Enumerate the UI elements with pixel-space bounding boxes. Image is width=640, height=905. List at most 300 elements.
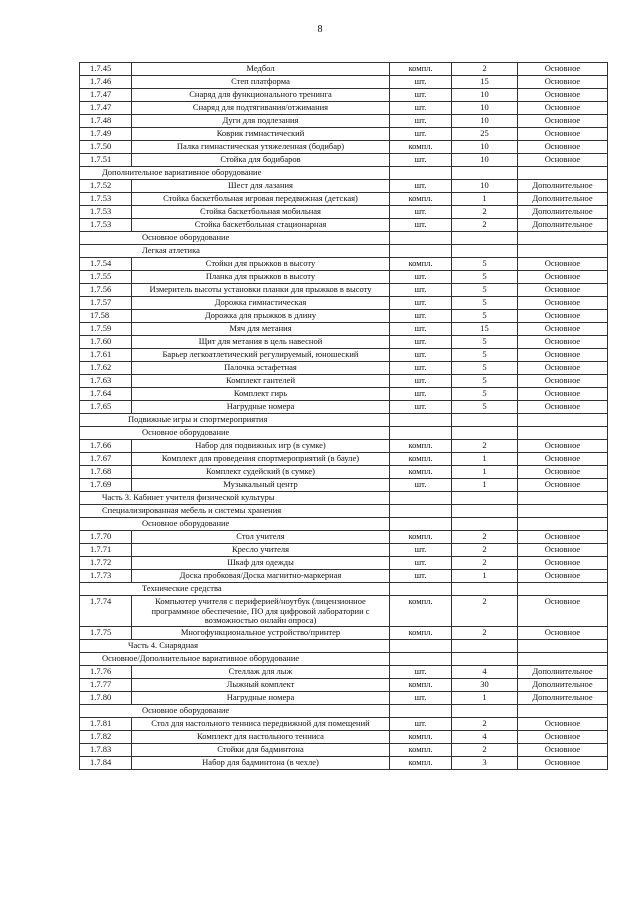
item-number: 1.7.53 — [80, 193, 132, 206]
item-type: Основное — [518, 323, 608, 336]
item-quantity: 15 — [452, 76, 518, 89]
empty-cell — [518, 652, 608, 665]
table-row — [80, 596, 608, 627]
item-number: 1.7.74 — [80, 596, 132, 627]
table-row — [80, 349, 608, 362]
table-row — [80, 730, 608, 743]
item-quantity: 1 — [452, 691, 518, 704]
item-name: Музыкальный центр — [132, 479, 390, 492]
empty-cell — [518, 583, 608, 596]
item-unit: компл. — [390, 531, 452, 544]
item-type: Основное — [518, 557, 608, 570]
item-quantity: 10 — [452, 89, 518, 102]
table-row — [80, 63, 608, 76]
item-type: Основное — [518, 154, 608, 167]
item-quantity: 5 — [452, 284, 518, 297]
item-type: Основное — [518, 76, 608, 89]
section-row — [80, 518, 608, 531]
section-heading: Легкая атлетика — [80, 245, 390, 258]
item-type: Основное — [518, 336, 608, 349]
item-type: Дополнительное — [518, 193, 608, 206]
item-type: Дополнительное — [518, 206, 608, 219]
item-number: 1.7.77 — [80, 678, 132, 691]
table-row — [80, 362, 608, 375]
empty-cell — [390, 414, 452, 427]
table-row — [80, 626, 608, 639]
item-unit: шт. — [390, 323, 452, 336]
item-unit: компл. — [390, 730, 452, 743]
item-unit: шт. — [390, 717, 452, 730]
section-heading: Часть 3. Кабинет учителя физической культуры — [80, 492, 390, 505]
item-unit: шт. — [390, 310, 452, 323]
empty-cell — [518, 245, 608, 258]
item-type: Основное — [518, 756, 608, 769]
item-unit: шт. — [390, 180, 452, 193]
section-heading: Специализированная мебель и системы хранения — [80, 505, 390, 518]
empty-cell — [390, 518, 452, 531]
item-quantity: 2 — [452, 219, 518, 232]
item-type: Основное — [518, 362, 608, 375]
item-quantity: 10 — [452, 154, 518, 167]
section-row — [80, 245, 608, 258]
item-type: Дополнительное — [518, 665, 608, 678]
item-number: 1.7.49 — [80, 128, 132, 141]
item-type: Основное — [518, 596, 608, 627]
item-quantity: 1 — [452, 453, 518, 466]
item-name: Стеллаж для лыж — [132, 665, 390, 678]
item-type: Основное — [518, 453, 608, 466]
empty-cell — [390, 652, 452, 665]
item-number: 1.7.70 — [80, 531, 132, 544]
table-row — [80, 531, 608, 544]
table-row — [80, 557, 608, 570]
item-unit: шт. — [390, 89, 452, 102]
item-quantity: 1 — [452, 479, 518, 492]
item-name: Доска пробковая/Доска магнитно-маркерная — [132, 570, 390, 583]
section-heading: Основное оборудование — [80, 704, 390, 717]
empty-cell — [452, 232, 518, 245]
table-row — [80, 691, 608, 704]
item-type: Основное — [518, 375, 608, 388]
item-name: Медбол — [132, 63, 390, 76]
item-unit: шт. — [390, 479, 452, 492]
item-quantity: 5 — [452, 349, 518, 362]
table-row — [80, 743, 608, 756]
item-unit: шт. — [390, 115, 452, 128]
item-quantity: 2 — [452, 544, 518, 557]
empty-cell — [452, 518, 518, 531]
item-quantity: 2 — [452, 206, 518, 219]
item-unit: шт. — [390, 665, 452, 678]
item-number: 17.58 — [80, 310, 132, 323]
item-unit: компл. — [390, 258, 452, 271]
item-type: Основное — [518, 626, 608, 639]
item-type: Основное — [518, 717, 608, 730]
item-number: 1.7.47 — [80, 89, 132, 102]
item-name: Лыжный комплект — [132, 678, 390, 691]
item-quantity: 4 — [452, 665, 518, 678]
item-type: Основное — [518, 349, 608, 362]
equipment-table-body — [80, 63, 608, 770]
item-number: 1.7.81 — [80, 717, 132, 730]
table-row — [80, 388, 608, 401]
item-unit: компл. — [390, 743, 452, 756]
item-quantity: 10 — [452, 115, 518, 128]
table-row — [80, 544, 608, 557]
item-quantity: 10 — [452, 141, 518, 154]
empty-cell — [390, 427, 452, 440]
item-quantity: 2 — [452, 63, 518, 76]
item-type: Основное — [518, 297, 608, 310]
section-heading: Основное оборудование — [80, 518, 390, 531]
item-number: 1.7.76 — [80, 665, 132, 678]
item-unit: компл. — [390, 440, 452, 453]
item-type: Дополнительное — [518, 219, 608, 232]
item-number: 1.7.84 — [80, 756, 132, 769]
item-unit: шт. — [390, 691, 452, 704]
item-number: 1.7.80 — [80, 691, 132, 704]
item-quantity: 5 — [452, 271, 518, 284]
item-type: Основное — [518, 440, 608, 453]
section-row — [80, 704, 608, 717]
table-row — [80, 258, 608, 271]
empty-cell — [390, 245, 452, 258]
item-unit: шт. — [390, 349, 452, 362]
item-name: Кресло учителя — [132, 544, 390, 557]
item-number: 1.7.48 — [80, 115, 132, 128]
section-row — [80, 414, 608, 427]
table-row — [80, 297, 608, 310]
item-quantity: 3 — [452, 756, 518, 769]
empty-cell — [518, 414, 608, 427]
item-quantity: 2 — [452, 743, 518, 756]
item-number: 1.7.63 — [80, 375, 132, 388]
item-number: 1.7.71 — [80, 544, 132, 557]
table-row — [80, 206, 608, 219]
empty-cell — [452, 427, 518, 440]
item-unit: шт. — [390, 388, 452, 401]
section-row — [80, 639, 608, 652]
section-row — [80, 167, 608, 180]
item-type: Основное — [518, 730, 608, 743]
empty-cell — [452, 492, 518, 505]
item-number: 1.7.50 — [80, 141, 132, 154]
table-row — [80, 310, 608, 323]
item-quantity: 5 — [452, 375, 518, 388]
item-unit: шт. — [390, 362, 452, 375]
item-number: 1.7.51 — [80, 154, 132, 167]
item-name: Компьютер учителя с периферией/ноутбук (лицензионное программное обеспечение, ПО для цифровой лаборатории с возможностью онлайн опроса) — [132, 596, 390, 627]
item-name: Дорожка для прыжков в длину — [132, 310, 390, 323]
empty-cell — [452, 652, 518, 665]
item-number: 1.7.68 — [80, 466, 132, 479]
table-row — [80, 440, 608, 453]
item-number: 1.7.64 — [80, 388, 132, 401]
item-name: Комплект для настольного тенниса — [132, 730, 390, 743]
item-number: 1.7.47 — [80, 102, 132, 115]
item-quantity: 10 — [452, 102, 518, 115]
item-unit: шт. — [390, 401, 452, 414]
item-type: Основное — [518, 310, 608, 323]
item-name: Комплект гирь — [132, 388, 390, 401]
table-row — [80, 401, 608, 414]
item-quantity: 2 — [452, 440, 518, 453]
page-number: 8 — [317, 24, 323, 35]
table-row — [80, 141, 608, 154]
item-unit: компл. — [390, 626, 452, 639]
item-name: Палочка эстафетная — [132, 362, 390, 375]
item-quantity: 2 — [452, 717, 518, 730]
empty-cell — [518, 167, 608, 180]
item-name: Набор для подвижных игр (в сумке) — [132, 440, 390, 453]
section-row — [80, 652, 608, 665]
table-row — [80, 756, 608, 769]
item-quantity: 5 — [452, 258, 518, 271]
item-type: Основное — [518, 531, 608, 544]
item-type: Основное — [518, 284, 608, 297]
empty-cell — [518, 518, 608, 531]
item-unit: шт. — [390, 375, 452, 388]
item-type: Основное — [518, 544, 608, 557]
item-type: Дополнительное — [518, 180, 608, 193]
empty-cell — [518, 639, 608, 652]
empty-cell — [452, 639, 518, 652]
item-unit: шт. — [390, 128, 452, 141]
section-heading: Технические средства — [80, 583, 390, 596]
item-quantity: 5 — [452, 362, 518, 375]
empty-cell — [518, 492, 608, 505]
item-name: Стойка для бодибаров — [132, 154, 390, 167]
item-number: 1.7.45 — [80, 63, 132, 76]
item-name: Барьер легкоатлетический регулируемый, юношеский — [132, 349, 390, 362]
item-type: Основное — [518, 128, 608, 141]
item-quantity: 15 — [452, 323, 518, 336]
item-name: Мяч для метания — [132, 323, 390, 336]
item-name: Стол учителя — [132, 531, 390, 544]
table-row — [80, 375, 608, 388]
empty-cell — [452, 704, 518, 717]
item-number: 1.7.75 — [80, 626, 132, 639]
section-heading: Основное оборудование — [80, 427, 390, 440]
item-name: Коврик гимнастический — [132, 128, 390, 141]
table-row — [80, 678, 608, 691]
table-row — [80, 665, 608, 678]
item-quantity: 5 — [452, 297, 518, 310]
item-type: Дополнительное — [518, 691, 608, 704]
item-unit: компл. — [390, 756, 452, 769]
item-number: 1.7.67 — [80, 453, 132, 466]
item-name: Стойка баскетбольная игровая передвижная (детская) — [132, 193, 390, 206]
item-name: Снаряд для подтягивания/отжимания — [132, 102, 390, 115]
item-number: 1.7.73 — [80, 570, 132, 583]
item-unit: шт. — [390, 336, 452, 349]
item-unit: шт. — [390, 206, 452, 219]
item-name: Стойки для бадминтона — [132, 743, 390, 756]
table-row — [80, 154, 608, 167]
item-name: Снаряд для функционального тренинга — [132, 89, 390, 102]
item-type: Основное — [518, 570, 608, 583]
item-number: 1.7.55 — [80, 271, 132, 284]
item-type: Основное — [518, 258, 608, 271]
empty-cell — [390, 232, 452, 245]
table-row — [80, 115, 608, 128]
item-name: Стойка баскетбольная мобильная — [132, 206, 390, 219]
item-type: Основное — [518, 743, 608, 756]
item-type: Основное — [518, 271, 608, 284]
item-unit: шт. — [390, 76, 452, 89]
table-row — [80, 453, 608, 466]
item-name: Многофункциональное устройство/принтер — [132, 626, 390, 639]
item-unit: шт. — [390, 271, 452, 284]
empty-cell — [452, 505, 518, 518]
section-heading: Подвижные игры и спортмероприятия — [80, 414, 390, 427]
item-unit: шт. — [390, 557, 452, 570]
section-row — [80, 427, 608, 440]
item-quantity: 2 — [452, 557, 518, 570]
item-name: Планка для прыжков в высоту — [132, 271, 390, 284]
empty-cell — [390, 167, 452, 180]
item-name: Измеритель высоты установки планки для прыжков в высоту — [132, 284, 390, 297]
table-row — [80, 89, 608, 102]
item-unit: шт. — [390, 219, 452, 232]
table-row — [80, 180, 608, 193]
item-unit: компл. — [390, 63, 452, 76]
item-name: Степ платформа — [132, 76, 390, 89]
item-number: 1.7.54 — [80, 258, 132, 271]
item-type: Основное — [518, 63, 608, 76]
item-type: Основное — [518, 102, 608, 115]
empty-cell — [518, 232, 608, 245]
item-quantity: 5 — [452, 336, 518, 349]
item-name: Шест для лазания — [132, 180, 390, 193]
item-unit: шт. — [390, 284, 452, 297]
item-unit: компл. — [390, 141, 452, 154]
section-heading: Основное оборудование — [80, 232, 390, 245]
item-unit: шт. — [390, 154, 452, 167]
section-row — [80, 232, 608, 245]
item-name: Стойки для прыжков в высоту — [132, 258, 390, 271]
item-name: Палка гимнастическая утяжеленная (бодибар) — [132, 141, 390, 154]
table-row — [80, 336, 608, 349]
item-quantity: 4 — [452, 730, 518, 743]
item-name: Щит для метания в цель навесной — [132, 336, 390, 349]
item-unit: компл. — [390, 596, 452, 627]
section-row — [80, 492, 608, 505]
empty-cell — [452, 583, 518, 596]
empty-cell — [390, 639, 452, 652]
table-row — [80, 193, 608, 206]
item-name: Комплект судейский (в сумке) — [132, 466, 390, 479]
item-quantity: 5 — [452, 401, 518, 414]
item-quantity: 1 — [452, 570, 518, 583]
item-number: 1.7.82 — [80, 730, 132, 743]
item-type: Основное — [518, 479, 608, 492]
item-unit: шт. — [390, 297, 452, 310]
item-number: 1.7.59 — [80, 323, 132, 336]
item-name: Нагрудные номера — [132, 401, 390, 414]
section-heading: Дополнительное вариативное оборудование — [80, 167, 390, 180]
item-unit: компл. — [390, 678, 452, 691]
item-unit: компл. — [390, 466, 452, 479]
item-quantity: 1 — [452, 466, 518, 479]
item-name: Набор для бадминтона (в чехле) — [132, 756, 390, 769]
empty-cell — [452, 414, 518, 427]
section-heading: Часть 4. Снарядная — [80, 639, 390, 652]
equipment-table — [79, 62, 608, 770]
table-row — [80, 102, 608, 115]
empty-cell — [390, 704, 452, 717]
item-number: 1.7.52 — [80, 180, 132, 193]
section-row — [80, 505, 608, 518]
table-row — [80, 76, 608, 89]
empty-cell — [390, 492, 452, 505]
table-row — [80, 570, 608, 583]
item-number: 1.7.69 — [80, 479, 132, 492]
item-number: 1.7.66 — [80, 440, 132, 453]
item-name: Стойка баскетбольная стационарная — [132, 219, 390, 232]
table-row — [80, 717, 608, 730]
empty-cell — [518, 427, 608, 440]
table-row — [80, 219, 608, 232]
item-type: Основное — [518, 401, 608, 414]
empty-cell — [518, 505, 608, 518]
item-number: 1.7.65 — [80, 401, 132, 414]
empty-cell — [390, 505, 452, 518]
table-row — [80, 128, 608, 141]
item-number: 1.7.72 — [80, 557, 132, 570]
table-row — [80, 284, 608, 297]
item-quantity: 5 — [452, 388, 518, 401]
item-quantity: 25 — [452, 128, 518, 141]
item-number: 1.7.61 — [80, 349, 132, 362]
item-number: 1.7.46 — [80, 76, 132, 89]
item-number: 1.7.56 — [80, 284, 132, 297]
item-quantity: 2 — [452, 596, 518, 627]
section-row — [80, 583, 608, 596]
item-type: Основное — [518, 466, 608, 479]
item-type: Основное — [518, 141, 608, 154]
item-unit: шт. — [390, 570, 452, 583]
item-name: Стол для настольного тенниса передвижной для помещений — [132, 717, 390, 730]
item-quantity: 2 — [452, 626, 518, 639]
item-quantity: 5 — [452, 310, 518, 323]
table-row — [80, 479, 608, 492]
section-heading: Основное/Дополнительное вариативное оборудование — [80, 652, 390, 665]
item-number: 1.7.83 — [80, 743, 132, 756]
item-name: Комплект для проведения спортмероприятий (в бауле) — [132, 453, 390, 466]
table-row — [80, 271, 608, 284]
item-quantity: 10 — [452, 180, 518, 193]
empty-cell — [518, 704, 608, 717]
item-quantity: 30 — [452, 678, 518, 691]
item-number: 1.7.60 — [80, 336, 132, 349]
item-name: Дуги для подлезания — [132, 115, 390, 128]
table-row — [80, 323, 608, 336]
table-row — [80, 466, 608, 479]
item-type: Дополнительное — [518, 678, 608, 691]
empty-cell — [452, 167, 518, 180]
empty-cell — [390, 583, 452, 596]
item-quantity: 2 — [452, 531, 518, 544]
item-number: 1.7.53 — [80, 219, 132, 232]
item-unit: шт. — [390, 102, 452, 115]
item-name: Комплект гантелей — [132, 375, 390, 388]
item-number: 1.7.57 — [80, 297, 132, 310]
item-name: Нагрудные номера — [132, 691, 390, 704]
item-type: Основное — [518, 89, 608, 102]
item-unit: компл. — [390, 193, 452, 206]
item-quantity: 1 — [452, 193, 518, 206]
